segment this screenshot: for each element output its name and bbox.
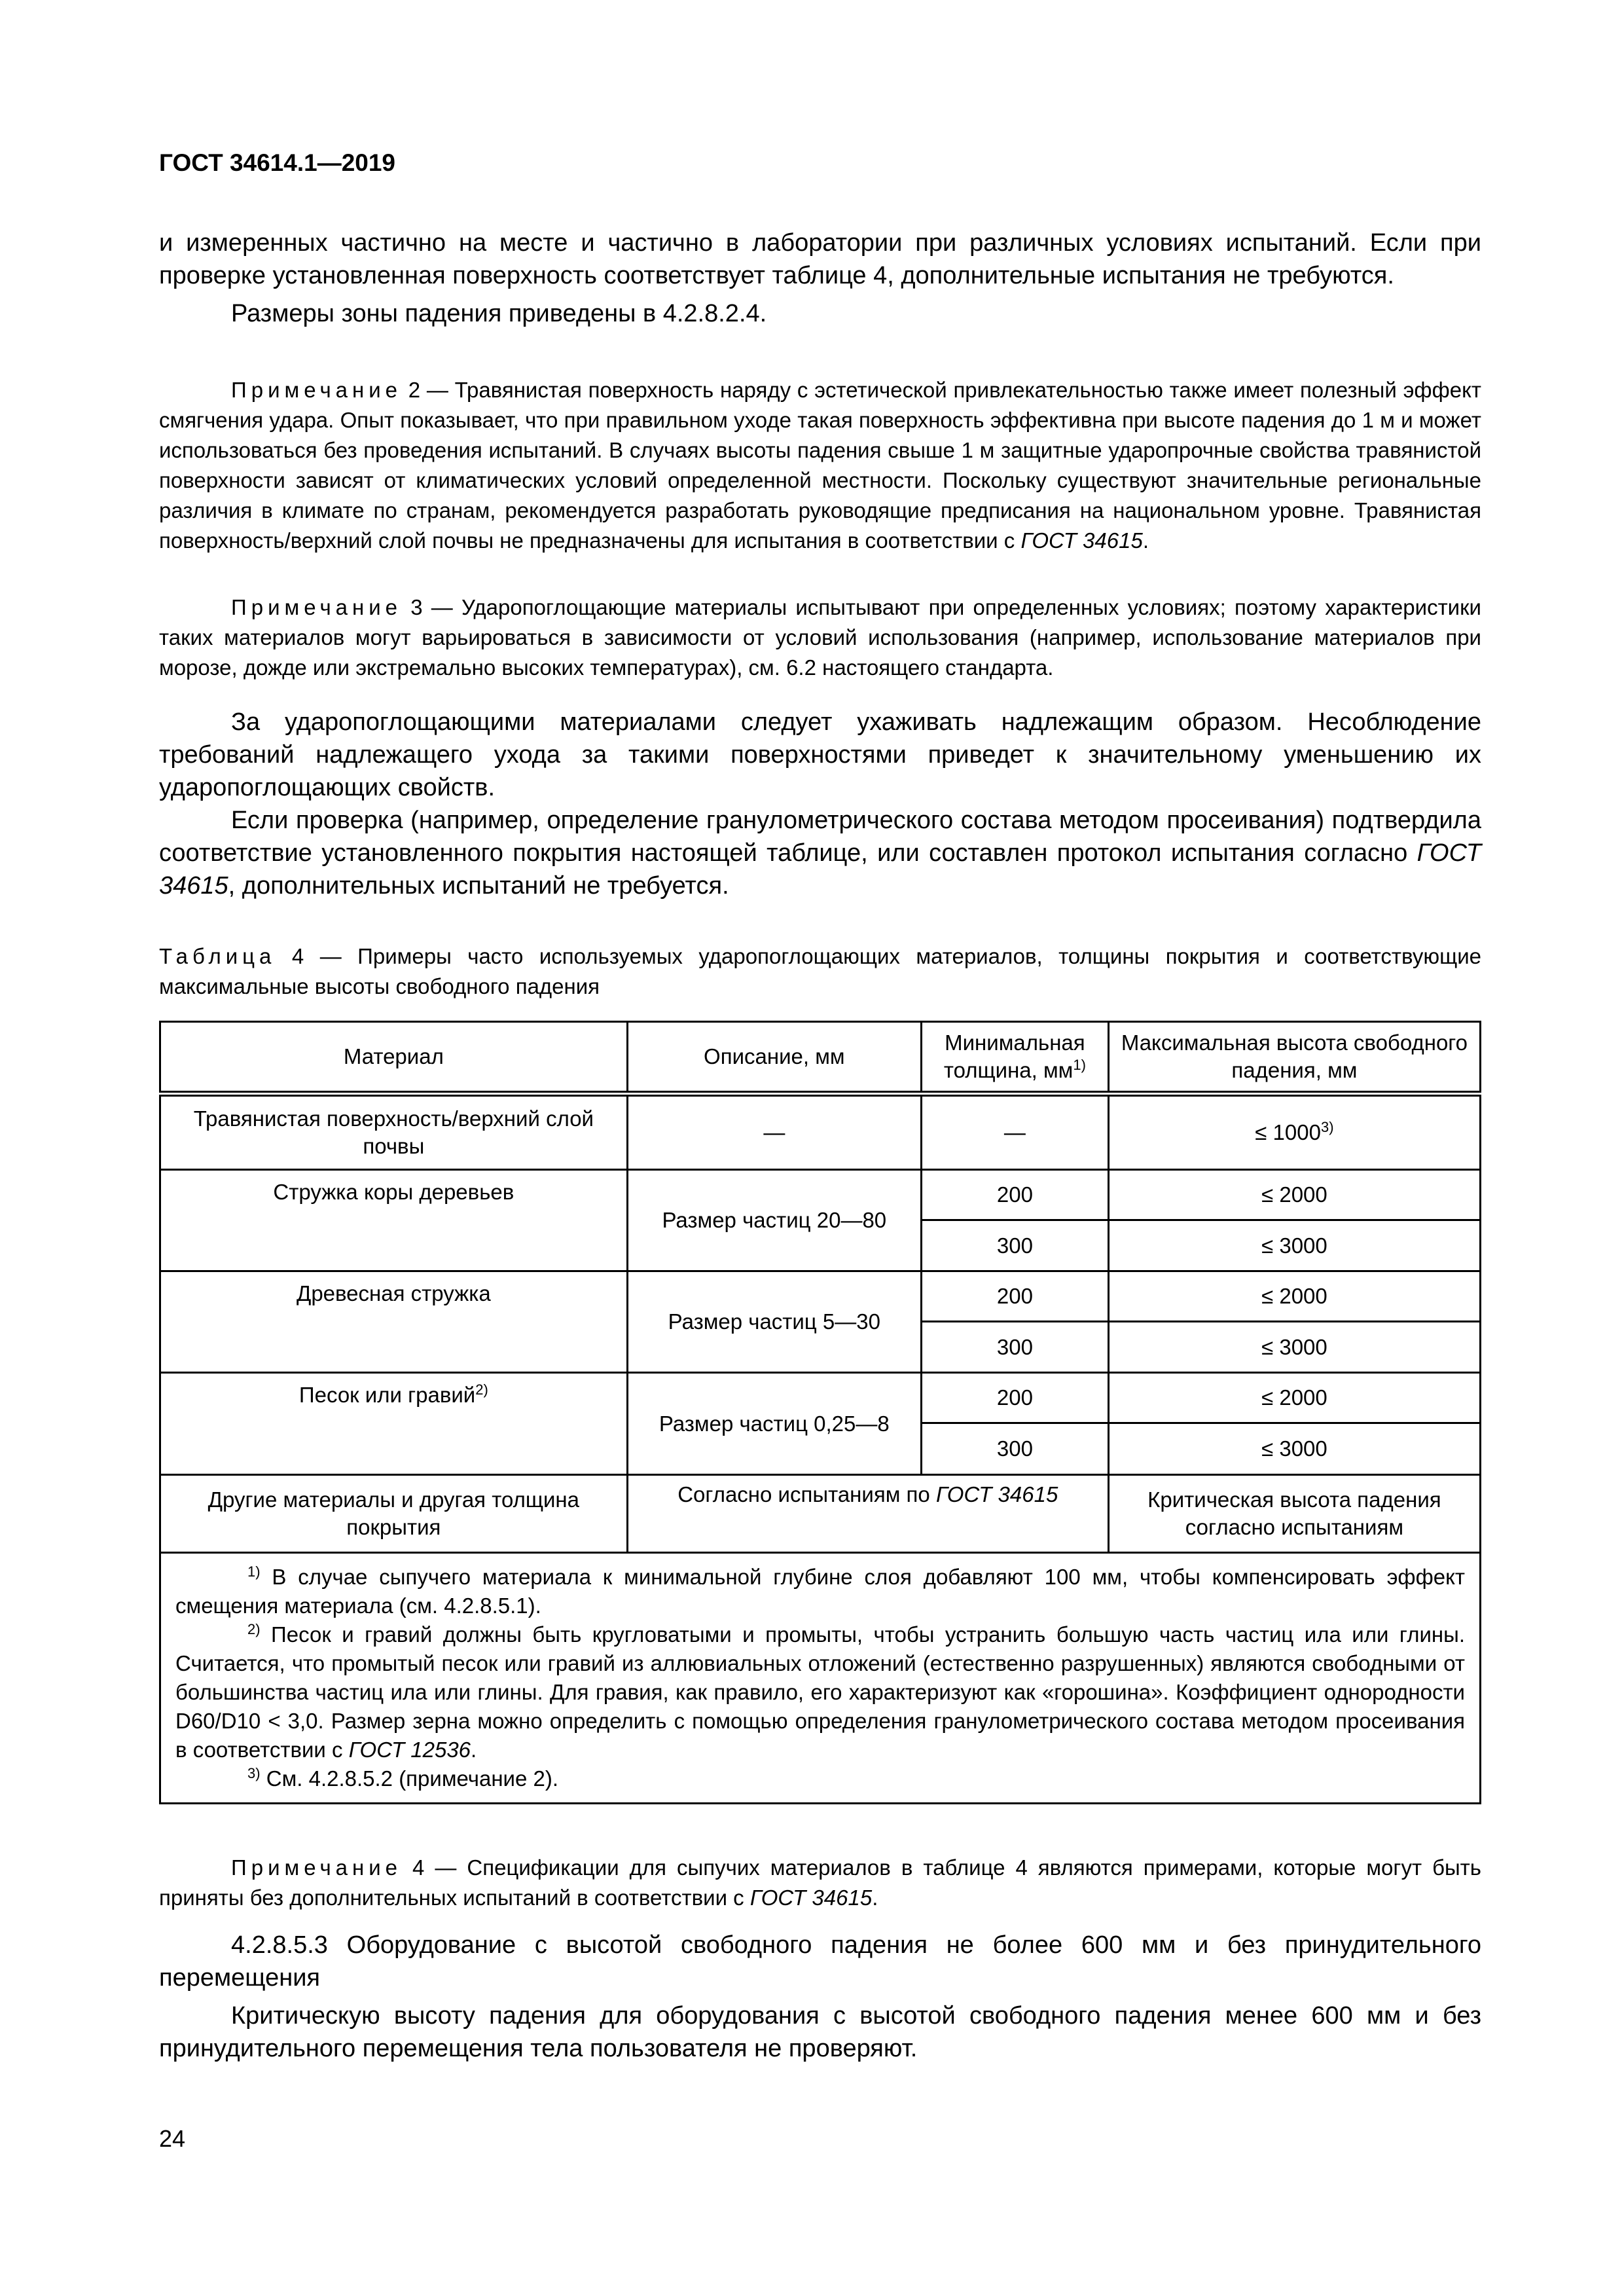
note-label: Примечание (231, 1855, 403, 1880)
cell-thickness: — (921, 1094, 1108, 1170)
standard-reference: ГОСТ 34615 (159, 839, 1481, 900)
maintenance-paragraph: За ударопоглощающими материалами следует ухаживать надлежащим образом. Несоблюдение требований надлежащего ухода за такими поверхностями приведет к значительному уменьшению их ударопоглощающих свойств. (159, 708, 1481, 801)
table-caption (159, 941, 1481, 1002)
footnote-2 (175, 1620, 1465, 1764)
paragraph-text: Если проверка (например, определение гранулометрического состава методом просеивания) подтвердила соответствие установленного покрытия настоящей таблице, или составлен протокол испытания согласно (159, 807, 1481, 867)
section-text: Критическую высоту падения для оборудования с высотой свободного падения менее 600 мм и без принудительного перемещения тела пользователя не проверяют. (159, 2002, 1481, 2062)
cell-height: ≤ 3000 (1108, 1220, 1480, 1271)
note-end: . (872, 1886, 878, 1910)
note-number: 3 (410, 595, 423, 619)
table-footnotes (160, 1553, 1481, 1804)
cell-description: Размер частиц 20—80 (627, 1170, 921, 1271)
cell-material (160, 1373, 628, 1475)
note-number: 2 (408, 378, 421, 402)
footnote-1 (175, 1563, 1465, 1620)
materials-table (159, 1021, 1481, 1804)
cell-material: Другие материалы и другая толщина покрытия (160, 1475, 628, 1553)
maintenance-text (159, 706, 1481, 902)
standard-reference: ГОСТ 34615 (935, 1482, 1058, 1506)
table-footnotes-row (160, 1553, 1481, 1804)
cell-height: ≤ 2000 (1108, 1170, 1480, 1220)
caption-number: 4 (291, 944, 304, 968)
header-min-thickness (921, 1022, 1108, 1094)
height-value: ≤ 1000 (1255, 1120, 1321, 1144)
footnote-mark: 1) (247, 1563, 261, 1580)
header-text: Минимальная толщина, мм (943, 1030, 1085, 1082)
note-number: 4 (412, 1855, 425, 1880)
cell-height: ≤ 3000 (1108, 1423, 1480, 1475)
note-text: — Ударопоглощающие материалы испытывают при определенных условиях; поэтому характеристики таких материалов могут варьироваться в зависимости от условий использования (например, использование материалов при морозе, дожде или экстремально высоких температурах), см. 6.2 настоящего стандарта. (159, 595, 1481, 680)
table-row (160, 1475, 1481, 1553)
footnote-text: См. 4.2.8.5.2 (примечание 2). (260, 1766, 559, 1791)
footnote-mark: 2) (475, 1381, 488, 1398)
verification-paragraph (159, 804, 1481, 902)
cell-thickness: 200 (921, 1271, 1108, 1322)
cell-thickness: 300 (921, 1220, 1108, 1271)
standard-reference: ГОСТ 34615 (749, 1886, 873, 1910)
table-header-row (160, 1022, 1481, 1094)
note-text: — Спецификации для сыпучих материалов в таблице 4 являются примерами, которые могут быть приняты без дополнительных испытаний в соответствии с (159, 1855, 1481, 1910)
note-3 (159, 592, 1481, 683)
header-material: Материал (160, 1022, 628, 1094)
header-description: Описание, мм (627, 1022, 921, 1094)
note-label: Примечание (231, 378, 403, 402)
table-row (160, 1373, 1481, 1423)
footnote-3 (175, 1764, 1465, 1793)
cell-height (1108, 1094, 1480, 1170)
cell-thickness: 200 (921, 1170, 1108, 1220)
header-max-height: Максимальная высота свободного падения, мм (1108, 1022, 1480, 1094)
description-text: Согласно испытаниям по (677, 1482, 936, 1506)
intro-text (159, 227, 1481, 330)
cell-height: ≤ 2000 (1108, 1373, 1480, 1423)
cell-description: — (627, 1094, 921, 1170)
footnote-text: Песок и гравий должны быть кругловатыми и промыты, чтобы устранить большую часть частиц ила или глины. Считается, что промытый песок или гравий из аллювиальных отложений (естественно разрушенных) являются свободными от большинства частиц ила или глины. Для гравия, как правило, его характеризуют как «горошина». Коэффициент однородности D60/D10 < 3,0. Размер зерна можно определить с помощью определения гранулометрического состава методом просеивания в соответствии с (175, 1622, 1465, 1762)
page-number: 24 (159, 2125, 186, 2152)
cell-description (627, 1475, 1108, 1553)
footnote-mark: 2) (247, 1621, 261, 1637)
cell-material: Стружка коры деревьев (160, 1170, 628, 1271)
cell-material: Древесная стружка (160, 1271, 628, 1373)
table-row (160, 1271, 1481, 1322)
note-4 (159, 1853, 1481, 1913)
cell-height: ≤ 2000 (1108, 1271, 1480, 1322)
standard-reference: ГОСТ 34615 (1020, 528, 1143, 553)
cell-description: Размер частиц 5—30 (627, 1271, 921, 1373)
footnote-end: . (471, 1738, 477, 1762)
table-row (160, 1170, 1481, 1220)
footnote-mark: 3) (1320, 1119, 1334, 1135)
caption-label: Таблица (159, 944, 276, 968)
standard-reference: ГОСТ 12536 (348, 1738, 471, 1762)
material-text: Песок или гравий (298, 1383, 476, 1407)
footnote-text: В случае сыпучего материала к минимальной глубине слоя добавляют 100 мм, чтобы компенсировать эффект смещения материала (см. 4.2.8.5.1). (175, 1565, 1465, 1618)
intro-paragraph-2: Размеры зоны падения приведены в 4.2.8.2.4. (231, 300, 767, 327)
note-2 (159, 375, 1481, 556)
cell-material: Травянистая поверхность/верхний слой почвы (160, 1094, 628, 1170)
cell-description: Размер частиц 0,25—8 (627, 1373, 921, 1475)
cell-thickness: 300 (921, 1423, 1108, 1475)
section-heading: 4.2.8.5.3 Оборудование с высотой свободного падения не более 600 мм и без принудительного перемещения (159, 1931, 1481, 1992)
caption-text: — Примеры часто используемых ударопоглощающих материалов, толщины покрытия и соответствующие максимальные высоты свободного падения (159, 944, 1482, 998)
document-code: ГОСТ 34614.1—2019 (159, 149, 396, 176)
cell-thickness: 300 (921, 1322, 1108, 1373)
intro-paragraph-1: и измеренных частично на месте и частично в лаборатории при различных условиях испытаний. Если при проверке установленная поверхность соответствует таблице 4, дополнительные испытания не требуются. (159, 229, 1481, 289)
footnote-mark: 1) (1073, 1057, 1086, 1073)
note-text: — Травянистая поверхность наряду с эстетической привлекательностью также имеет полезный эффект смягчения удара. Опыт показывает, что при правильном уходе такая поверхность эффективна при высоте падения до 1 м и может использоваться без проведения испытаний. В случаях высоты падения свыше 1 м защитные ударопрочные свойства травянистой поверхности зависят от климатических условий определенной местности. Поскольку существуют значительные региональные различия в климате по странам, рекомендуется разработать руководящие предписания на национальном уровне. Травянистая поверхность/верхний слой почвы не предназначены для испытания в соответствии с (159, 378, 1482, 553)
cell-height: Критическая высота падения согласно испытаниям (1108, 1475, 1480, 1553)
cell-thickness: 200 (921, 1373, 1108, 1423)
cell-height: ≤ 3000 (1108, 1322, 1480, 1373)
note-label: Примечание (231, 595, 403, 619)
table-row (160, 1094, 1481, 1170)
paragraph-text: , дополнительных испытаний не требуется. (228, 872, 729, 900)
section-4-2-8-5-3 (159, 1929, 1481, 2065)
footnote-mark: 3) (247, 1765, 261, 1781)
note-end: . (1142, 528, 1149, 553)
